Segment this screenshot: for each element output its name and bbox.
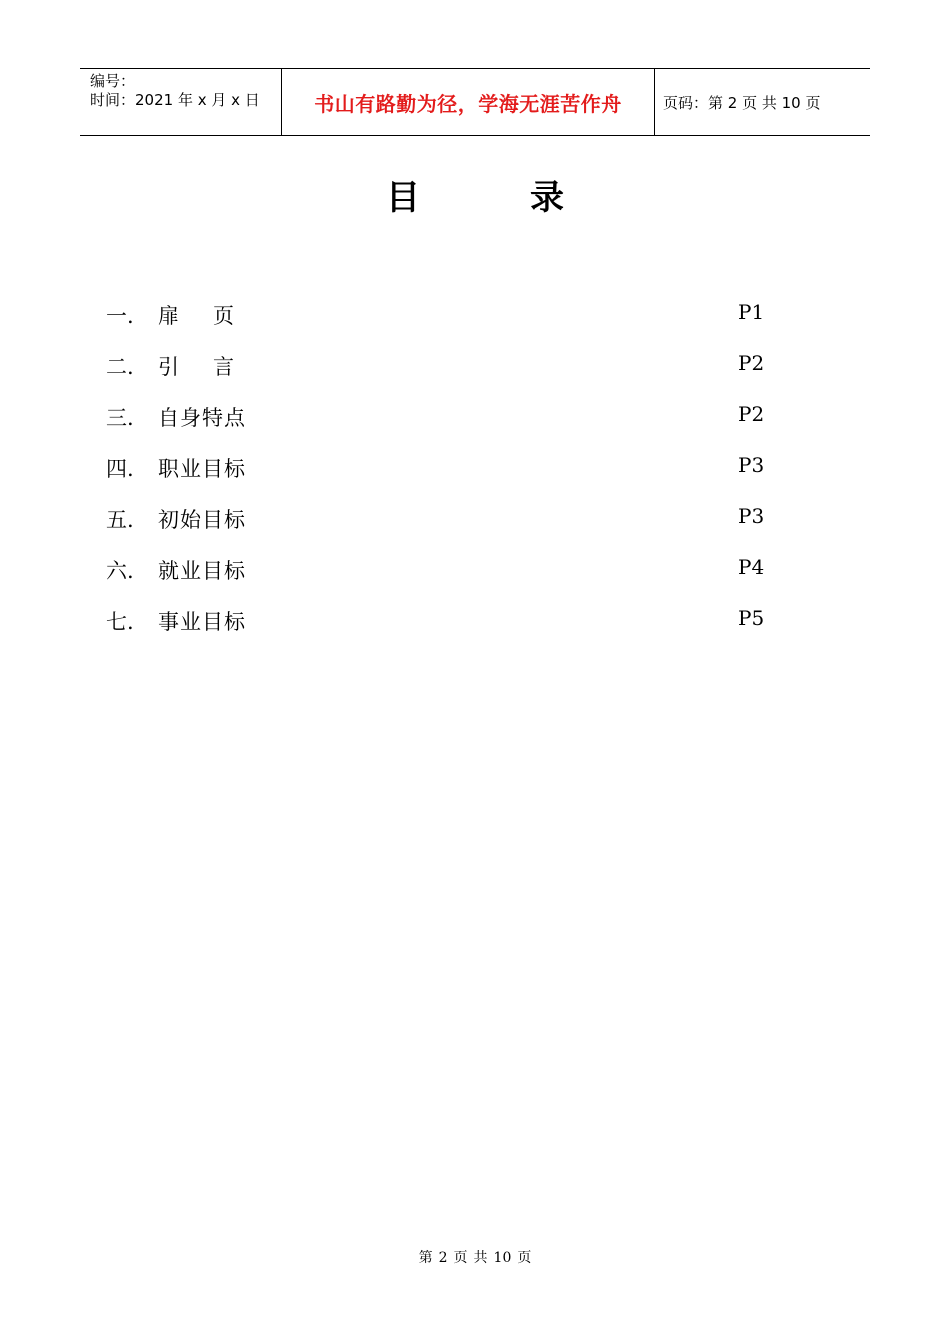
footer-total-pages: 10 xyxy=(493,1250,512,1266)
toc-item-label: 引言 xyxy=(158,355,268,379)
toc-item[interactable] xyxy=(0,300,950,330)
toc-item-page: P3 xyxy=(738,453,765,477)
footer-current-page: 2 xyxy=(438,1250,448,1266)
toc-item-number: 四. xyxy=(106,457,134,481)
header-info-cell xyxy=(80,69,281,135)
toc-item-page: P3 xyxy=(738,504,765,528)
toc-item[interactable] xyxy=(0,606,950,636)
toc-item-label: 事业目标 xyxy=(158,610,246,634)
toc-item-label: 扉页 xyxy=(158,304,268,328)
toc-item-page: P2 xyxy=(738,351,765,375)
toc-item[interactable] xyxy=(0,402,950,432)
footer-ye: 页 xyxy=(453,1250,468,1266)
toc-heading-char-2: 录 xyxy=(530,178,564,218)
page-header xyxy=(80,68,870,136)
footer-di: 第 xyxy=(418,1250,433,1266)
header-page-cell xyxy=(655,69,870,135)
toc-item-page: P4 xyxy=(738,555,765,579)
toc-item-number: 七. xyxy=(106,610,134,634)
toc-item-number: 一. xyxy=(106,304,134,328)
toc-item[interactable] xyxy=(0,351,950,381)
footer-gong: 共 xyxy=(473,1250,488,1266)
number-label: 编号： xyxy=(90,72,136,90)
toc-item-label: 初始目标 xyxy=(158,508,246,532)
toc-item-page: P1 xyxy=(738,300,765,324)
toc-item-number: 五. xyxy=(106,508,134,532)
page-footer xyxy=(0,1247,950,1267)
toc-item-label: 就业目标 xyxy=(158,559,246,583)
time-label: 时间：2021 年 x 月 x 日 xyxy=(90,91,260,109)
motto-text: 书山有路勤为径，学海无涯苦作舟 xyxy=(314,91,622,116)
toc-item-page: P2 xyxy=(738,402,765,426)
toc-item[interactable] xyxy=(0,453,950,483)
toc-item[interactable] xyxy=(0,504,950,534)
header-motto-cell xyxy=(281,69,655,135)
toc-item-number: 三. xyxy=(106,406,134,430)
page-code: 页码：第 2 页 共 10 页 xyxy=(663,93,821,112)
toc-item-number: 二. xyxy=(106,355,134,379)
footer-ye-2: 页 xyxy=(517,1250,532,1266)
toc-item-number: 六. xyxy=(106,559,134,583)
toc-heading-char-1: 目 xyxy=(386,178,420,218)
toc-item-label: 职业目标 xyxy=(158,457,246,481)
toc-item-page: P5 xyxy=(738,606,765,630)
toc-item[interactable] xyxy=(0,555,950,585)
toc-heading xyxy=(0,170,950,219)
toc-item-label: 自身特点 xyxy=(158,406,246,430)
